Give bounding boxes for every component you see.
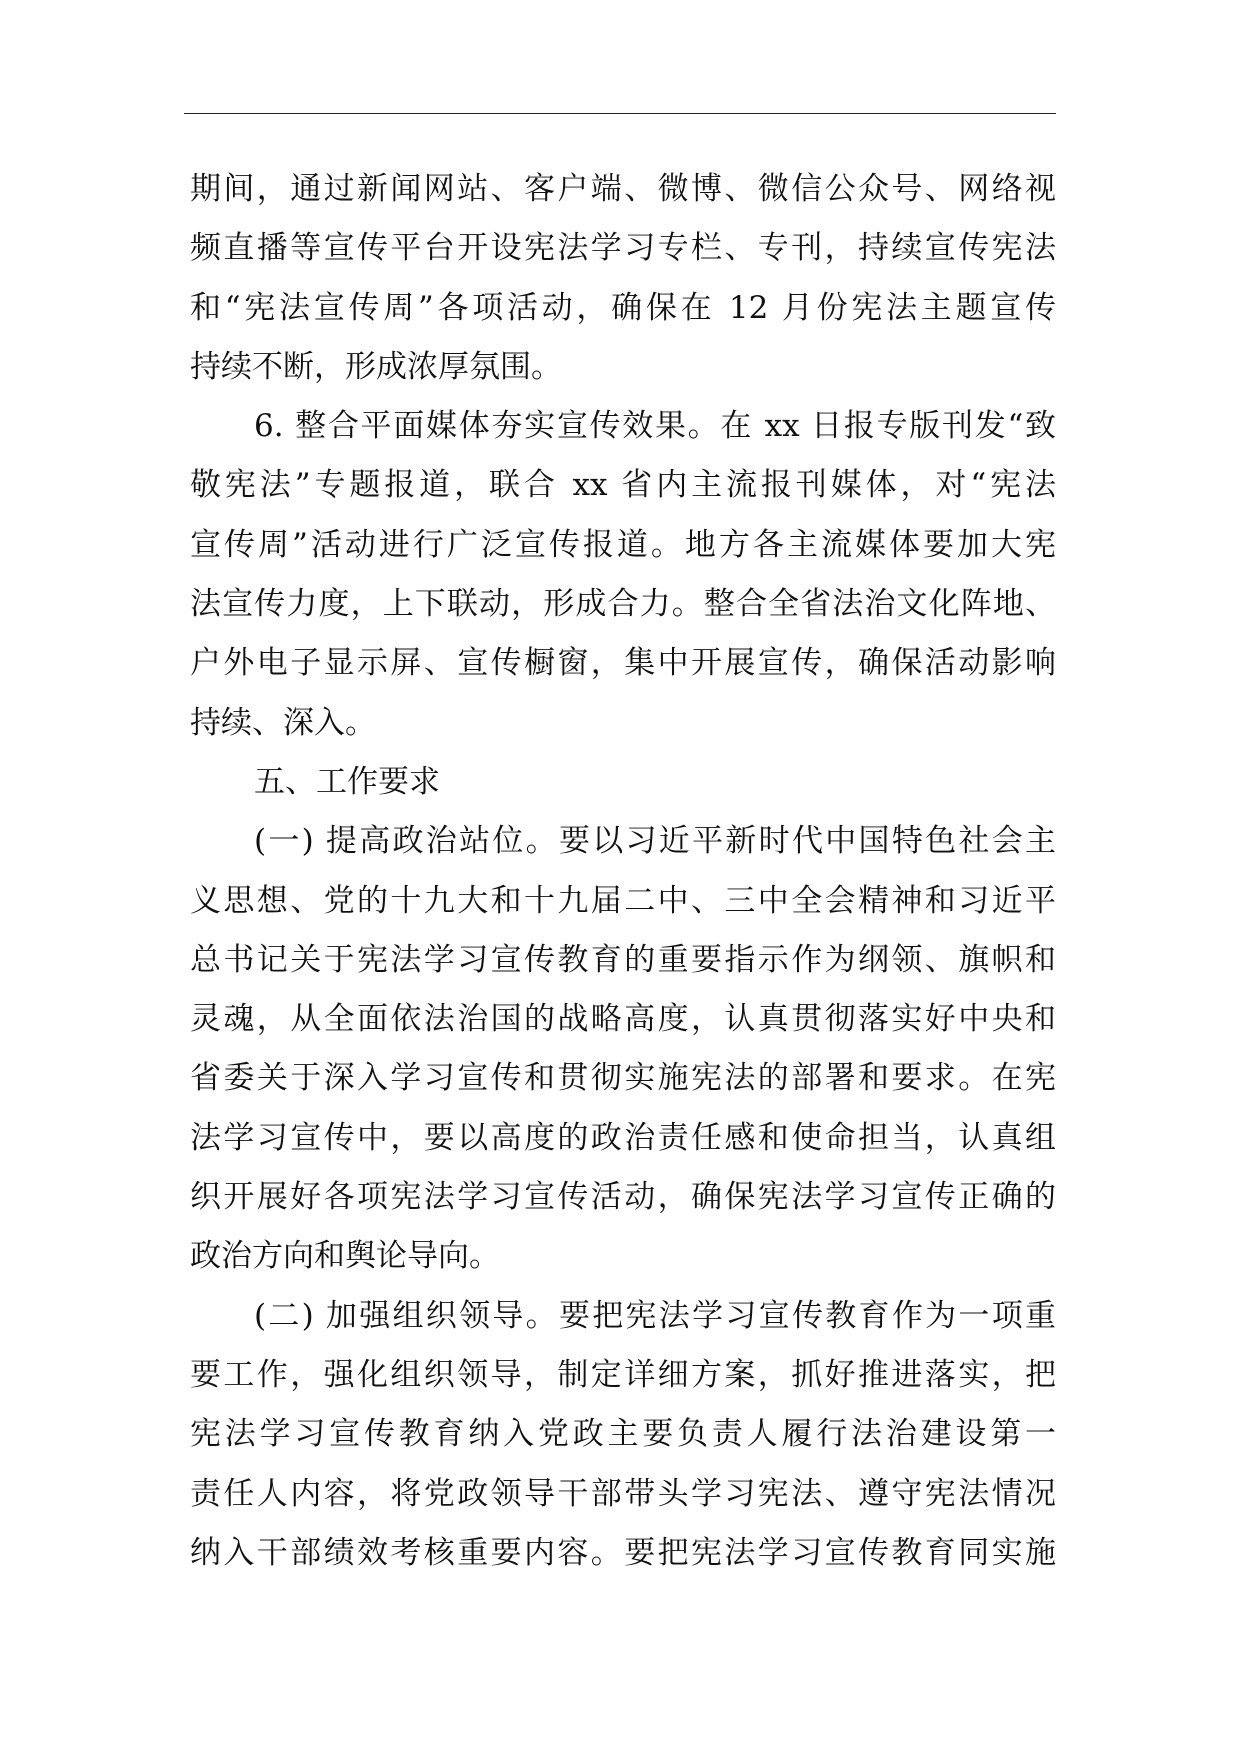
text-line: (一) 提高政治站位。要以习近平新时代中国特色社会主 [254,823,1056,860]
text-line: 纳入干部绩效考核重要内容。要把宪法学习宣传教育同实施 [190,1534,1056,1571]
text-line: 户外电子显示屏、宣传橱窗，集中开展宣传，确保活动影响 [190,645,1056,682]
text-line: 总书记关于宪法学习宣传教育的重要指示作为纲领、旗帜和 [190,941,1056,978]
text-line: 政治方向和舆论导向。 [190,1238,500,1275]
text-line: 灵魂，从全面依法治国的战略高度，认真贯彻落实好中央和 [190,1001,1056,1038]
text-line: 法宣传力度，上下联动，形成合力。整合全省法治文化阵地、 [190,586,1056,623]
text-line: 宣传周”活动进行广泛宣传报道。地方各主流媒体要加大宪 [190,526,1056,563]
text-line: 五、工作要求 [254,763,440,800]
document-body [190,160,1056,1583]
text-line: 持续、深入。 [190,704,376,741]
text-line: 法学习宣传中，要以高度的政治责任感和使命担当，认真组 [190,1119,1056,1156]
text-line: 宪法学习宣传教育纳入党政主要负责人履行法治建设第一 [190,1416,1056,1453]
text-line: 织开展好各项宪法学习宣传活动，确保宪法学习宣传正确的 [190,1179,1056,1216]
text-line: 敬宪法”专题报道，联合 xx 省内主流报刊媒体，对“宪法 [190,467,1056,504]
text-line: (二) 加强组织领导。要把宪法学习宣传教育作为一项重 [254,1297,1056,1334]
header-rule [184,113,1056,114]
text-line: 责任人内容，将党政领导干部带头学习宪法、遵守宪法情况 [190,1475,1056,1512]
text-line: 持续不断，形成浓厚氛围。 [190,348,562,385]
text-line: 6. 整合平面媒体夯实宣传效果。在 xx 日报专版刊发“致 [254,408,1056,445]
text-line: 省委关于深入学习宣传和贯彻实施宪法的部署和要求。在宪 [190,1060,1056,1097]
text-line: 和“宪法宣传周”各项活动，确保在 12 月份宪法主题宣传 [190,289,1056,326]
text-line: 要工作，强化组织领导，制定详细方案，抓好推进落实，把 [190,1356,1056,1393]
text-line: 频直播等宣传平台开设宪法学习专栏、专刊，持续宣传宪法 [190,230,1056,267]
text-line: 期间，通过新闻网站、客户端、微博、微信公众号、网络视 [190,171,1056,207]
text-line: 义思想、党的十九大和十九届二中、三中全会精神和习近平 [190,882,1056,919]
